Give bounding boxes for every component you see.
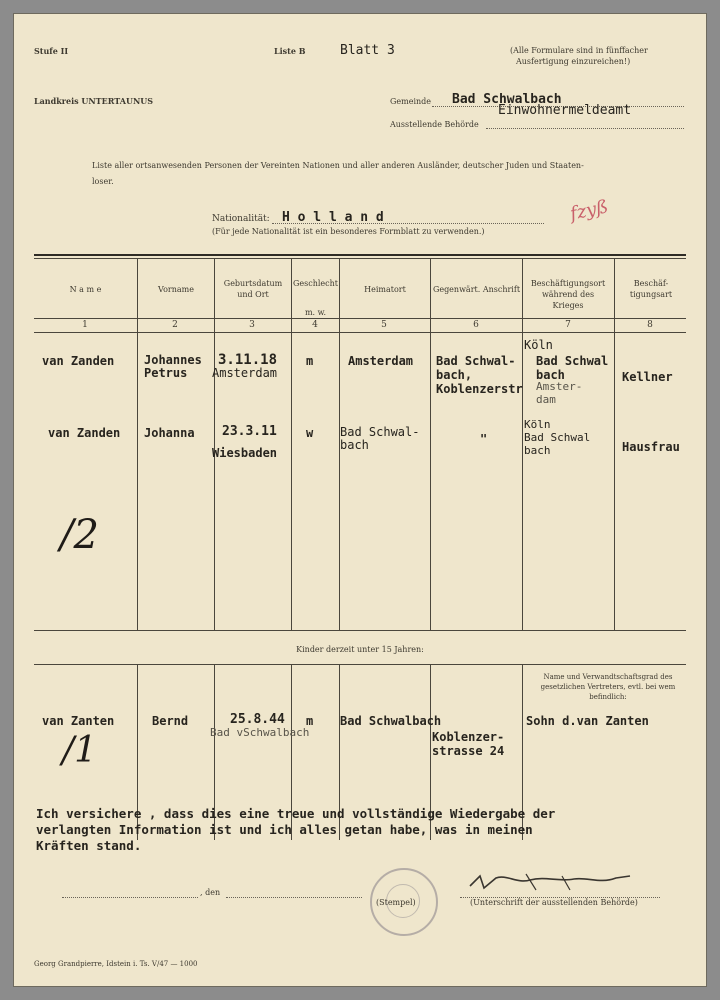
col-header-vorname: Vorname	[158, 285, 194, 294]
child-anschrift: Koblenzer- strasse 24	[432, 730, 505, 758]
col-num-3: 3	[249, 320, 255, 330]
col-num-6: 6	[473, 320, 479, 330]
person2-heimatort: Bad Schwal- bach	[340, 425, 420, 452]
nationalitaet-note: (Für jede Nationalität ist ein besonderes Formblatt zu verwenden.)	[212, 227, 485, 236]
col-divider-1	[137, 258, 138, 630]
col-num-7: 7	[565, 320, 571, 330]
landkreis-label: Landkreis UNTERTAUNUS	[34, 96, 154, 106]
nationalitaet-label: Nationalität:	[212, 214, 270, 224]
col-header-anschrift: Gegenwärt. Anschrift	[432, 285, 521, 294]
stufe-label: Stufe II	[34, 46, 69, 56]
ort-dotline	[62, 897, 198, 898]
person1-anschrift: Bad Schwal- bach, Koblenzerstr	[436, 354, 523, 396]
col-header-name: N a m e	[69, 285, 102, 294]
person2-name: van Zanden	[48, 426, 121, 440]
gemeinde-value: Bad Schwalbach	[452, 92, 562, 107]
handwritten-count-2: /1	[62, 730, 98, 771]
person1-geburtsdatum: 3.11.18	[218, 352, 278, 368]
nationalitaet-value: H o l l a n d	[282, 210, 384, 225]
stempel-label: (Stempel)	[376, 898, 416, 907]
child-name: van Zanten	[42, 714, 115, 728]
child-geburtsort: Bad vSchwalbach	[210, 726, 310, 739]
liste-label: Liste B	[274, 46, 306, 56]
header-bottom-rule	[34, 332, 686, 333]
person1-vorname: Johannes Petrus	[144, 353, 202, 380]
person1-besch-art: Kellner	[622, 370, 673, 384]
den-label: , den	[200, 888, 221, 897]
behoerde-value: Einwohnermeldeamt	[498, 103, 632, 118]
person1-besch-ort-1: Köln	[524, 338, 553, 352]
col-header-geburtsdatum: Geburtsdatum und Ort	[223, 279, 283, 299]
person2-geburtsort: Wiesbaden	[212, 446, 278, 460]
col-divider-5	[430, 258, 431, 630]
person1-name: van Zanden	[42, 354, 115, 368]
person2-geburtsdatum: 23.3.11	[222, 424, 277, 439]
vertreter-label: Name und Verwandtschaftsgrad des gesetzlichen Vertreters, evtl. bei wem befindlich:	[540, 673, 676, 701]
handwritten-signature	[466, 870, 636, 896]
col-num-1: 1	[82, 320, 88, 330]
child-geburtsdatum: 25.8.44	[230, 712, 285, 727]
behoerde-dotline	[486, 128, 684, 129]
formulare-note: (Alle Formulare sind in fünffacher Ausfertigung einzureichen!)	[510, 46, 648, 66]
col-header-heimatort: Heimatort	[364, 285, 406, 294]
col-header-geschlecht-sub: m. w.	[304, 308, 327, 317]
person1-besch-ort-3: Amster- dam	[536, 380, 583, 406]
child-heimatort: Bad Schwalbach	[340, 714, 442, 728]
person2-besch-ort: Köln Bad Schwal bach	[524, 418, 591, 457]
printer-footer: Georg Grandpierre, Idstein i. Ts. V/47 — 1000	[34, 960, 198, 968]
person1-besch-ort-2: Bad Schwal bach	[536, 354, 609, 382]
child-vorname: Bernd	[152, 714, 189, 728]
kinder-top-rule	[34, 630, 686, 631]
gemeinde-label: Gemeinde	[390, 97, 432, 106]
child-geschlecht: m	[306, 714, 314, 728]
form-sheet	[14, 14, 706, 986]
table-top-rule-2	[34, 258, 686, 259]
declaration-text: Ich versichere , dass dies eine treue und vollständige Wiedergabe der verlangten Information ist und ich alles getan habe, was in meinen Kräften stand.	[36, 806, 556, 853]
person2-besch-art: Hausfrau	[622, 440, 680, 454]
intro-text: Liste aller ortsanwesenden Personen der Vereinten Nationen und aller anderen Ausländer, deutscher Juden und Staaten- loser.	[92, 161, 584, 186]
person1-geburtsort: Amsterdam	[212, 366, 278, 380]
col-num-4: 4	[312, 320, 318, 330]
person2-geschlecht: w	[306, 426, 314, 440]
col-divider-6	[522, 258, 523, 630]
person1-geschlecht: m	[306, 354, 314, 368]
col-num-8: 8	[647, 320, 653, 330]
person2-vorname: Johanna	[144, 426, 195, 440]
table-top-rule	[34, 254, 686, 256]
col-header-geschlecht: Geschlecht	[292, 279, 338, 288]
red-handwritten-mark: fzyß	[568, 196, 611, 225]
person2-anschrift: "	[480, 432, 488, 446]
col-num-5: 5	[381, 320, 387, 330]
handwritten-count-1: /2	[60, 512, 99, 558]
behoerde-label: Ausstellende Behörde	[390, 120, 479, 129]
datum-dotline	[226, 897, 362, 898]
col-divider-2	[214, 258, 215, 630]
col-header-beschaeftigungsort: Beschäftigungsort während des Krieges	[530, 279, 606, 310]
kinder-bottom-rule	[34, 664, 686, 665]
person1-heimatort: Amsterdam	[348, 354, 414, 368]
unterschrift-label: (Unterschrift der ausstellenden Behörde)	[470, 898, 638, 907]
header-sub-rule	[34, 318, 686, 319]
col-num-2: 2	[172, 320, 178, 330]
col-header-beschaeftigungsart: Beschäf-tigungsart	[629, 279, 673, 299]
child-vertreter: Sohn d.van Zanten	[526, 714, 649, 728]
kinder-label: Kinder derzeit unter 15 Jahren:	[296, 645, 424, 654]
col-divider-7	[614, 258, 615, 630]
blatt-number: Blatt 3	[340, 43, 395, 58]
